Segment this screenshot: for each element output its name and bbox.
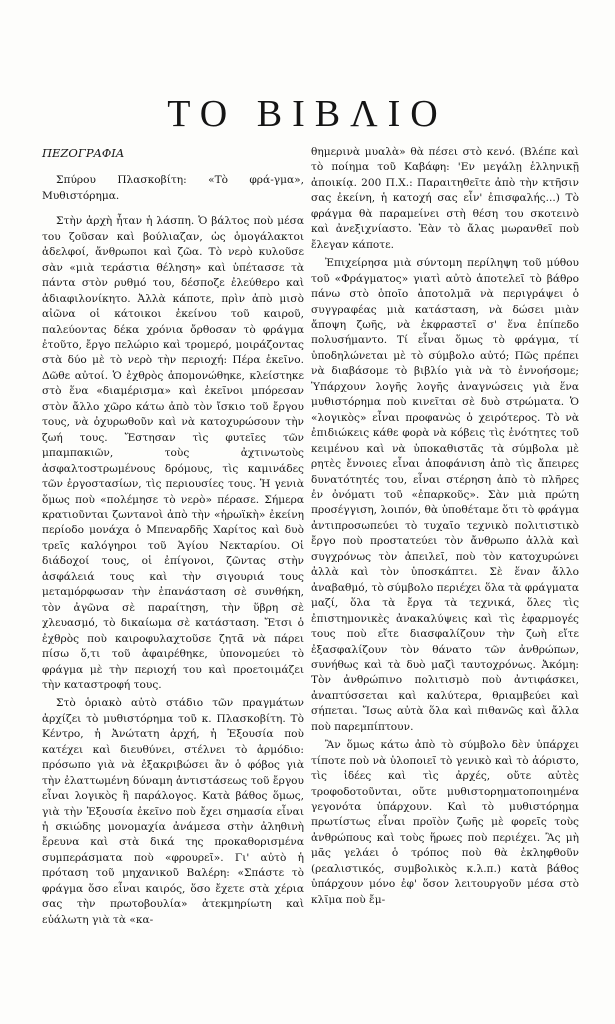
left-column [42,140,304,928]
body-paragraph: Ἂν ὅμως κάτω ἀπὸ τὸ σύμβολο δὲν ὑπάρχει τίποτε ποὺ νὰ ὑλοποιεῖ τὸ γενικὸ καὶ τὸ ἀόριστο, τὶς ἰδέες καὶ τὶς ἀρχές, οὔτε αὐτὲς τροφοδοτοῦνται, οὔτε μυθιστορηματοποιημένα γεγονότα ὑπάρχουν. Καὶ τὸ μυθιστόρημα πρωτίστως εἶναι προϊὸν ζωῆς μὲ φορεῖς τοὺς ἀνθρώπους καὶ τοὺς ἥρωες ποὺ περιέχει. Ἂς μὴ μᾶς γελάει ὁ τρόπος ποὺ θὰ ἐκληφθοῦν (ρεαλιστικός, συμβολικὸς κ.λ.π.) κατὰ βάθος ὑπάρχουν μόνο ἐφ' ὅσον λειτουργοῦν μέσα στὸ κλῖμα ποὺ ἔμ- [311,739,579,906]
body-paragraph: θημερινὰ μυαλὰ» θὰ πέσει στὸ κενό. (Βλέπε καὶ τὸ ποίημα τοῦ Καβάφη: 'Εν μεγάλῃ ἑλληνικῇ ἀποικίᾳ. 200 Π.Χ.: Παραιτηθεῖτε ἀπὸ τὴν κτῆσιν σας ἐκείνη, ἡ κατοχή σας εἶν' ἐπισφαλής...) Τὸ φράγμα θὰ παραμείνει στὴ θέση του σκοτεινὸ καὶ ἀνεξιχνίαστο. Ἐὰν τὸ ἄλας μωρανθεῖ ποὺ ἔλεγαν κάποτε. [311,146,579,251]
body-paragraph: Στὸ ὁριακὸ αὐτὸ στάδιο τῶν πραγμάτων ἀρχίζει τὸ μυθιστόρημα τοῦ κ. Πλασκοβίτη. Τὸ Κέντρο, ἡ Ἀνώτατη ἀρχή, ἡ Ἐξουσία ποὺ κατέχει καὶ διευθύνει, στέλνει τὸ ἁρμόδιο: πρόσωπο γιὰ νὰ ἐξακριβώσει ἂν ὁ φόβος γιὰ τὴν ἐλαττωμένη δύναμη ἀντιστάσεως τοῦ ἔργου εἶναι λογικὸς ἢ παράλογος. Κατὰ βάθος ὅμως, γιὰ τὴν Ἐξουσία ἐκεῖνο ποὺ ἔχει σημασία εἶναι ἡ σκιώδης μονομαχία ἀνάμεσα στὴν ἀληθινὴ ἔρευνα καὶ στὰ δικά της προκαθορισμένα συμπεράσματα ποὺ «φρουρεῖ». Γι' αὐτὸ ἡ πρόταση τοῦ μηχανικοῦ Βαλέρη: «Σπάστε τὸ φράγμα ὅσο εἶναι καιρός, ὅσο ἔχετε στὰ χέρια σας τὴν πρωτοβουλία» ἀτεκμηρίωτη καὶ εὐάλωτη γιὰ τὰ «κα- [42,697,304,926]
review-heading: Σπύρου Πλασκοβίτη: «Τὸ φρά-γμα», Μυθιστόρημα. [42,174,304,202]
body-paragraph: Ἐπιχείρησα μιὰ σύντομη περίληψη τοῦ μύθου τοῦ «Φράγματος» γιατὶ αὐτὸ ἀποτελεῖ τὸ βάθρο πάνω στὸ ὁποῖο ἀποτολμᾶ νὰ περιγράψει ὁ συγγραφέας μιὰ κατάσταση, νὰ δώσει μιὰν ἄποψη ζωῆς, νὰ ἐκφραστεῖ σ' ἕνα ἐπίπεδο πολυσήμαντο. Τί εἶναι ὅμως τὸ φράγμα, τί ὑποδηλώνεται μὲ τὸ σύμβολο αὐτό; Πῶς πρέπει νὰ διαβάσομε τὸ βιβλίο γιὰ νὰ τὸ ἐννοήσομε; Ὑπάρχουν λογῆς λογῆς ἀναγνώσεις γιὰ ἕνα μυθιστόρημα ποὺ κινεῖται σὲ δυὸ στρώματα. Ὁ «λογικὸς» εἶναι προφανὼς ὁ χειρότερος. Τὸ νὰ ἐπιδιώκεις κάθε φορὰ νὰ κόβεις τὶς ἑνότητες τοῦ κειμένου καὶ νὰ ὑποκαθιστᾶς τὰ σύμβολα μὲ ρητὲς ἔννοιες εἶναι ἀποφάνιση ἀπὸ τὶς ἄπειρες δυνατότητές του, εἶναι στέρηση ἀπὸ τὸ πλῆρες ἐν ὀνόματι τοῦ «ἐπαρκοῦς». Σὰν μιὰ πρώτη προσέγγιση, λοιπόν, θὰ ὑποθέταμε ὅτι τὸ φράγμα ἀντιπροσωπεύει τὸ τυχαῖο τεχνικὸ πολιτιστικὸ ἔργο ποὺ προστατεύει τὸν ἄνθρωπο ἀλλὰ καὶ συγχρόνως τὸν ἀπειλεῖ, ποὺ τὸν κατοχυρώνει ἀλλὰ καὶ τὸν ὑποσκάπτει. Σὲ ἕναν ἄλλο ἀναβαθμό, τὸ σύμβολο περιέχει ὅλα τὰ φράγματα μαζί, ὅλα τὰ ἔργα τὰ τεχνικά, ὅλες τὶς ἐπιστημονικὲς ἀνακαλύψεις καὶ τὶς ἐφαρμογές τους ποὺ εἴτε διασφαλίζουν τὴν ζωὴ εἴτε ἐξασφαλίζουν τὸν θάνατο τῶν ἀνθρώπων, συνήθως καὶ τὰ δυὸ μαζὶ ταυτοχρόνως. Ἀκόμη: Τὸν ἀνθρώπινο πολιτισμὸ ποὺ ἀντιφάσκει, ἀναπτύσσεται καὶ καλύτερα, θριαμβεύει καὶ σήπεται. Ἴσως αὐτὰ ὅλα καὶ πιθανῶς καὶ ἄλλα ποὺ παρεμπίπτουν. [311,257,579,733]
body-paragraph: Στὴν ἀρχὴ ἦταν ἡ λάσπη. Ὁ βάλτος ποὺ μέσα του ζοῦσαν καὶ βούλιαζαν, ὡς ὁμογάλακτοι ἀδελφοί, ἄνθρωποι καὶ ζῶα. Τὸ νερὸ κυλοῦσε σὰν «μιὰ τεράστια θέληση» καὶ ὑπέτασσε τὰ πάντα στὸν ρυθμό του, δέσποζε ἐλεύθερο καὶ ἀδιαφιλονίκητο. Ἀλλὰ κάποτε, πρὶν ἀπὸ μισὸ αἰῶνα οἱ κάτοικοι ἐκείνου τοῦ καιροῦ, παλεύοντας δέκα χρόνια ὄρθοσαν τὸ φράγμα ἐτοῦτο, ἔργο πελώριο καὶ τρομερό, μοιράζοντας στὰ δύο μὲ τὸ νερὸ τὴν περιοχή: Πέρα ἐκεῖνο. Δῶθε αὐτοί. Ὁ ἐχθρὸς ἀπομονώθηκε, κλείστηκε στὸ ἕνα «διαμέρισμα» καὶ ἐκεῖνοι μπόρεσαν στὸν ἄλλο χῶρο κάτω ἀπὸ τὸν ἴσκιο τοῦ ἔργου τους, νὰ ὀχυρωθοῦν καὶ νὰ κατοχυρώσουν τὴν ζωή τους. Ἔστησαν τὶς φυτεῖες τῶν μπαμπακιῶν, τοὺς ἀχτινωτοὺς ἀσφαλτοστρωμένους δρόμους, τὶς καμινάδες τῶν ἐργοστασίων, τὶς περιουσίες τους. Ἡ γενιὰ ὅμως ποὺ «πολέμησε τὸ νερὸ» πέρασε. Σήμερα κρατιοῦνται ζωντανοὶ ἀπὸ τὴν «ἡρωϊκὴ» ἐκείνη περίοδο μονάχα ὁ Μπεναρδῆς Χαρίτος καὶ δυὸ τρεῖς καλόγηροι τοῦ Ἁγίου Νεκταρίου. Οἱ διάδοχοί τους, οἱ ἐπίγονοι, ζῶντας στὴν ἀσφάλειά τους καὶ τὴν σιγουριά τους μεταμόρφωσαν τὴν ἐπανάσταση σὲ συνθήκη, τὸν ἀγῶνα σὲ παραίτηση, τὴν ὕβρη σὲ χλευασμό, τὸ δικαίωμα σὲ κατάσταση. Ἔτσι ὁ ἐχθρὸς ποὺ καιροφυλαχτοῦσε ζητᾶ νὰ πάρει πίσω ὅ,τι τοῦ ἀφαιρέθηκε, ὑπονομεύει τὸ φράγμα μὲ τὴν περιοχή του καὶ προετοιμάζει τὴν καταστροφή τους. [42,215,304,691]
section-heading: ΠΕΖΟΓΡΑΦΙΑ [42,146,125,160]
right-column [311,145,579,908]
page-title: ΤΟ ΒΙΒΛΙΟ [167,93,448,135]
